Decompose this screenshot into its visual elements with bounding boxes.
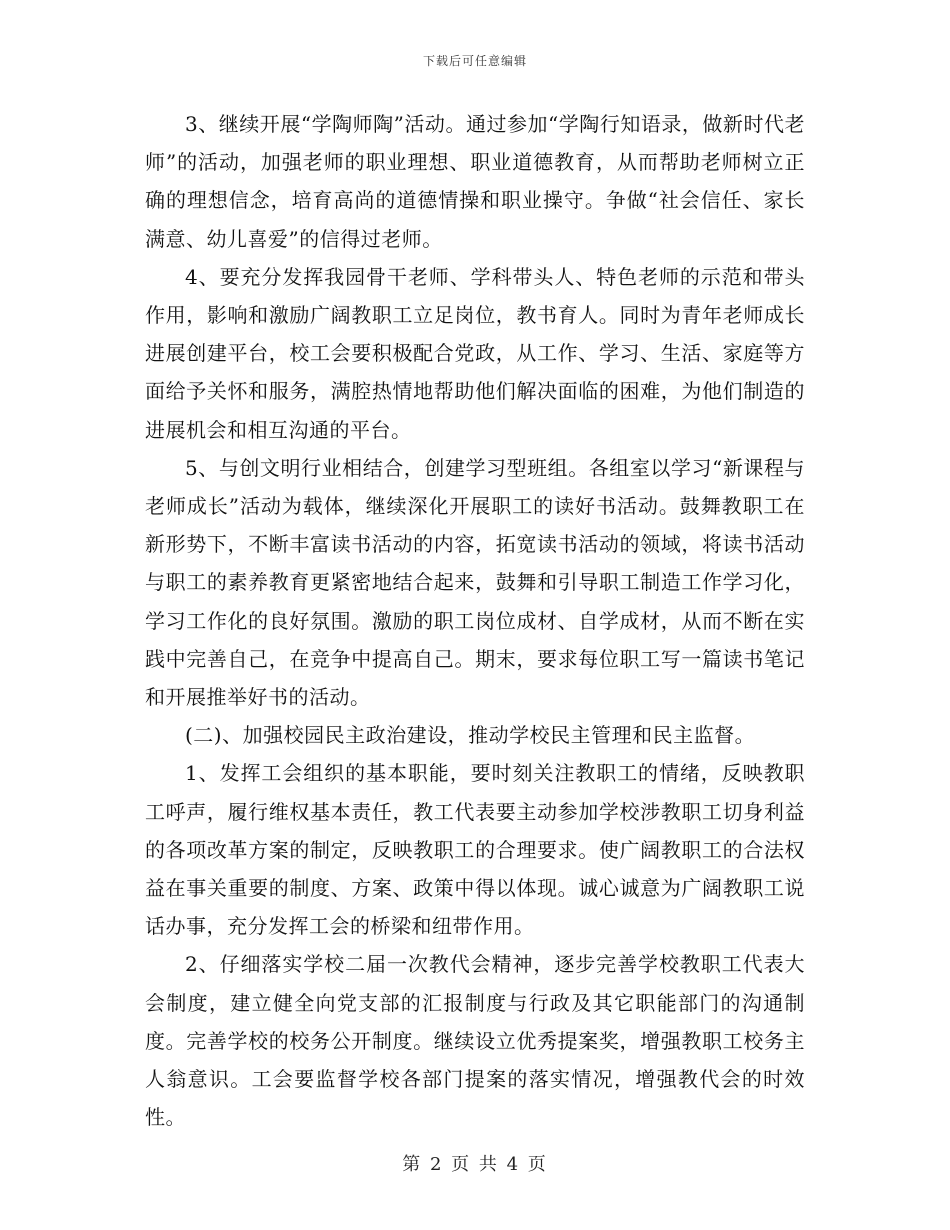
page-header: 下载后可任意编辑 [422, 54, 527, 68]
paragraph-democracy-2: 2、仔细落实学校二届一次教代会精神，逐步完善学校教职工代表大会制度，建立健全向党支部的汇报制度与行政及其它职能部门的沟通制度。完善学校的校务公开制度。继续设立优秀提案奖，增强教职工校务主人翁意识。工会要监督学校各部门提案的落实情况，增强教代会的时效性。 [145, 952, 805, 1130]
paragraph-activity-4: 4、要充分发挥我园骨干老师、学科带头人、特色老师的示范和带头作用，影响和激励广阔教职工立足岗位，教书育人。同时为青年老师成长进展创建平台，校工会要积极配合党政，从工作、学习、生活、家庭等方面给予关怀和服务，满腔热情地帮助他们解决面临的困难，为他们制造的进展机会和相互沟通的平台。 [145, 264, 805, 442]
page-number-footer: 第 2 页 共 4 页 [402, 1154, 548, 1175]
paragraph-activity-5: 5、与创文明行业相结合，创建学习型班组。各组室以学习“新课程与老师成长”活动为载体，继续深化开展职工的读好书活动。鼓舞教职工在新形势下，不断丰富读书活动的内容，拓宽读书活动的领域，将读书活动与职工的素养教育更紧密地结合起来，鼓舞和引导职工制造工作学习化，学习工作化的良好氛围。激励的职工岗位成材、自学成材，从而不断在实践中完善自己，在竞争中提高自己。期末，要求每位职工写一篇读书笔记和开展推举好书的活动。 [145, 455, 805, 710]
paragraph-activity-3: 3、继续开展“学陶师陶”活动。通过参加“学陶行知语录，做新时代老师”的活动，加强老师的职业理想、职业道德教育，从而帮助老师树立正确的理想信念，培育高尚的道德情操和职业操守。争做“社会信任、家长满意、幼儿喜爱”的信得过老师。 [145, 112, 805, 251]
document-body [145, 105, 805, 1136]
section-heading-2: (二)、加强校园民主政治建设，推动学校民主管理和民主监督。 [185, 723, 756, 748]
paragraph-democracy-1: 1、发挥工会组织的基本职能，要时刻关注教职工的情绪，反映教职工呼声，履行维权基本责任，教工代表要主动参加学校涉教职工切身利益的各项改革方案的制定，反映教职工的合理要求。使广阔教职工的合法权益在事关重要的制度、方案、政策中得以体现。诚心诚意为广阔教职工说话办事，充分发挥工会的桥梁和纽带作用。 [145, 761, 805, 939]
